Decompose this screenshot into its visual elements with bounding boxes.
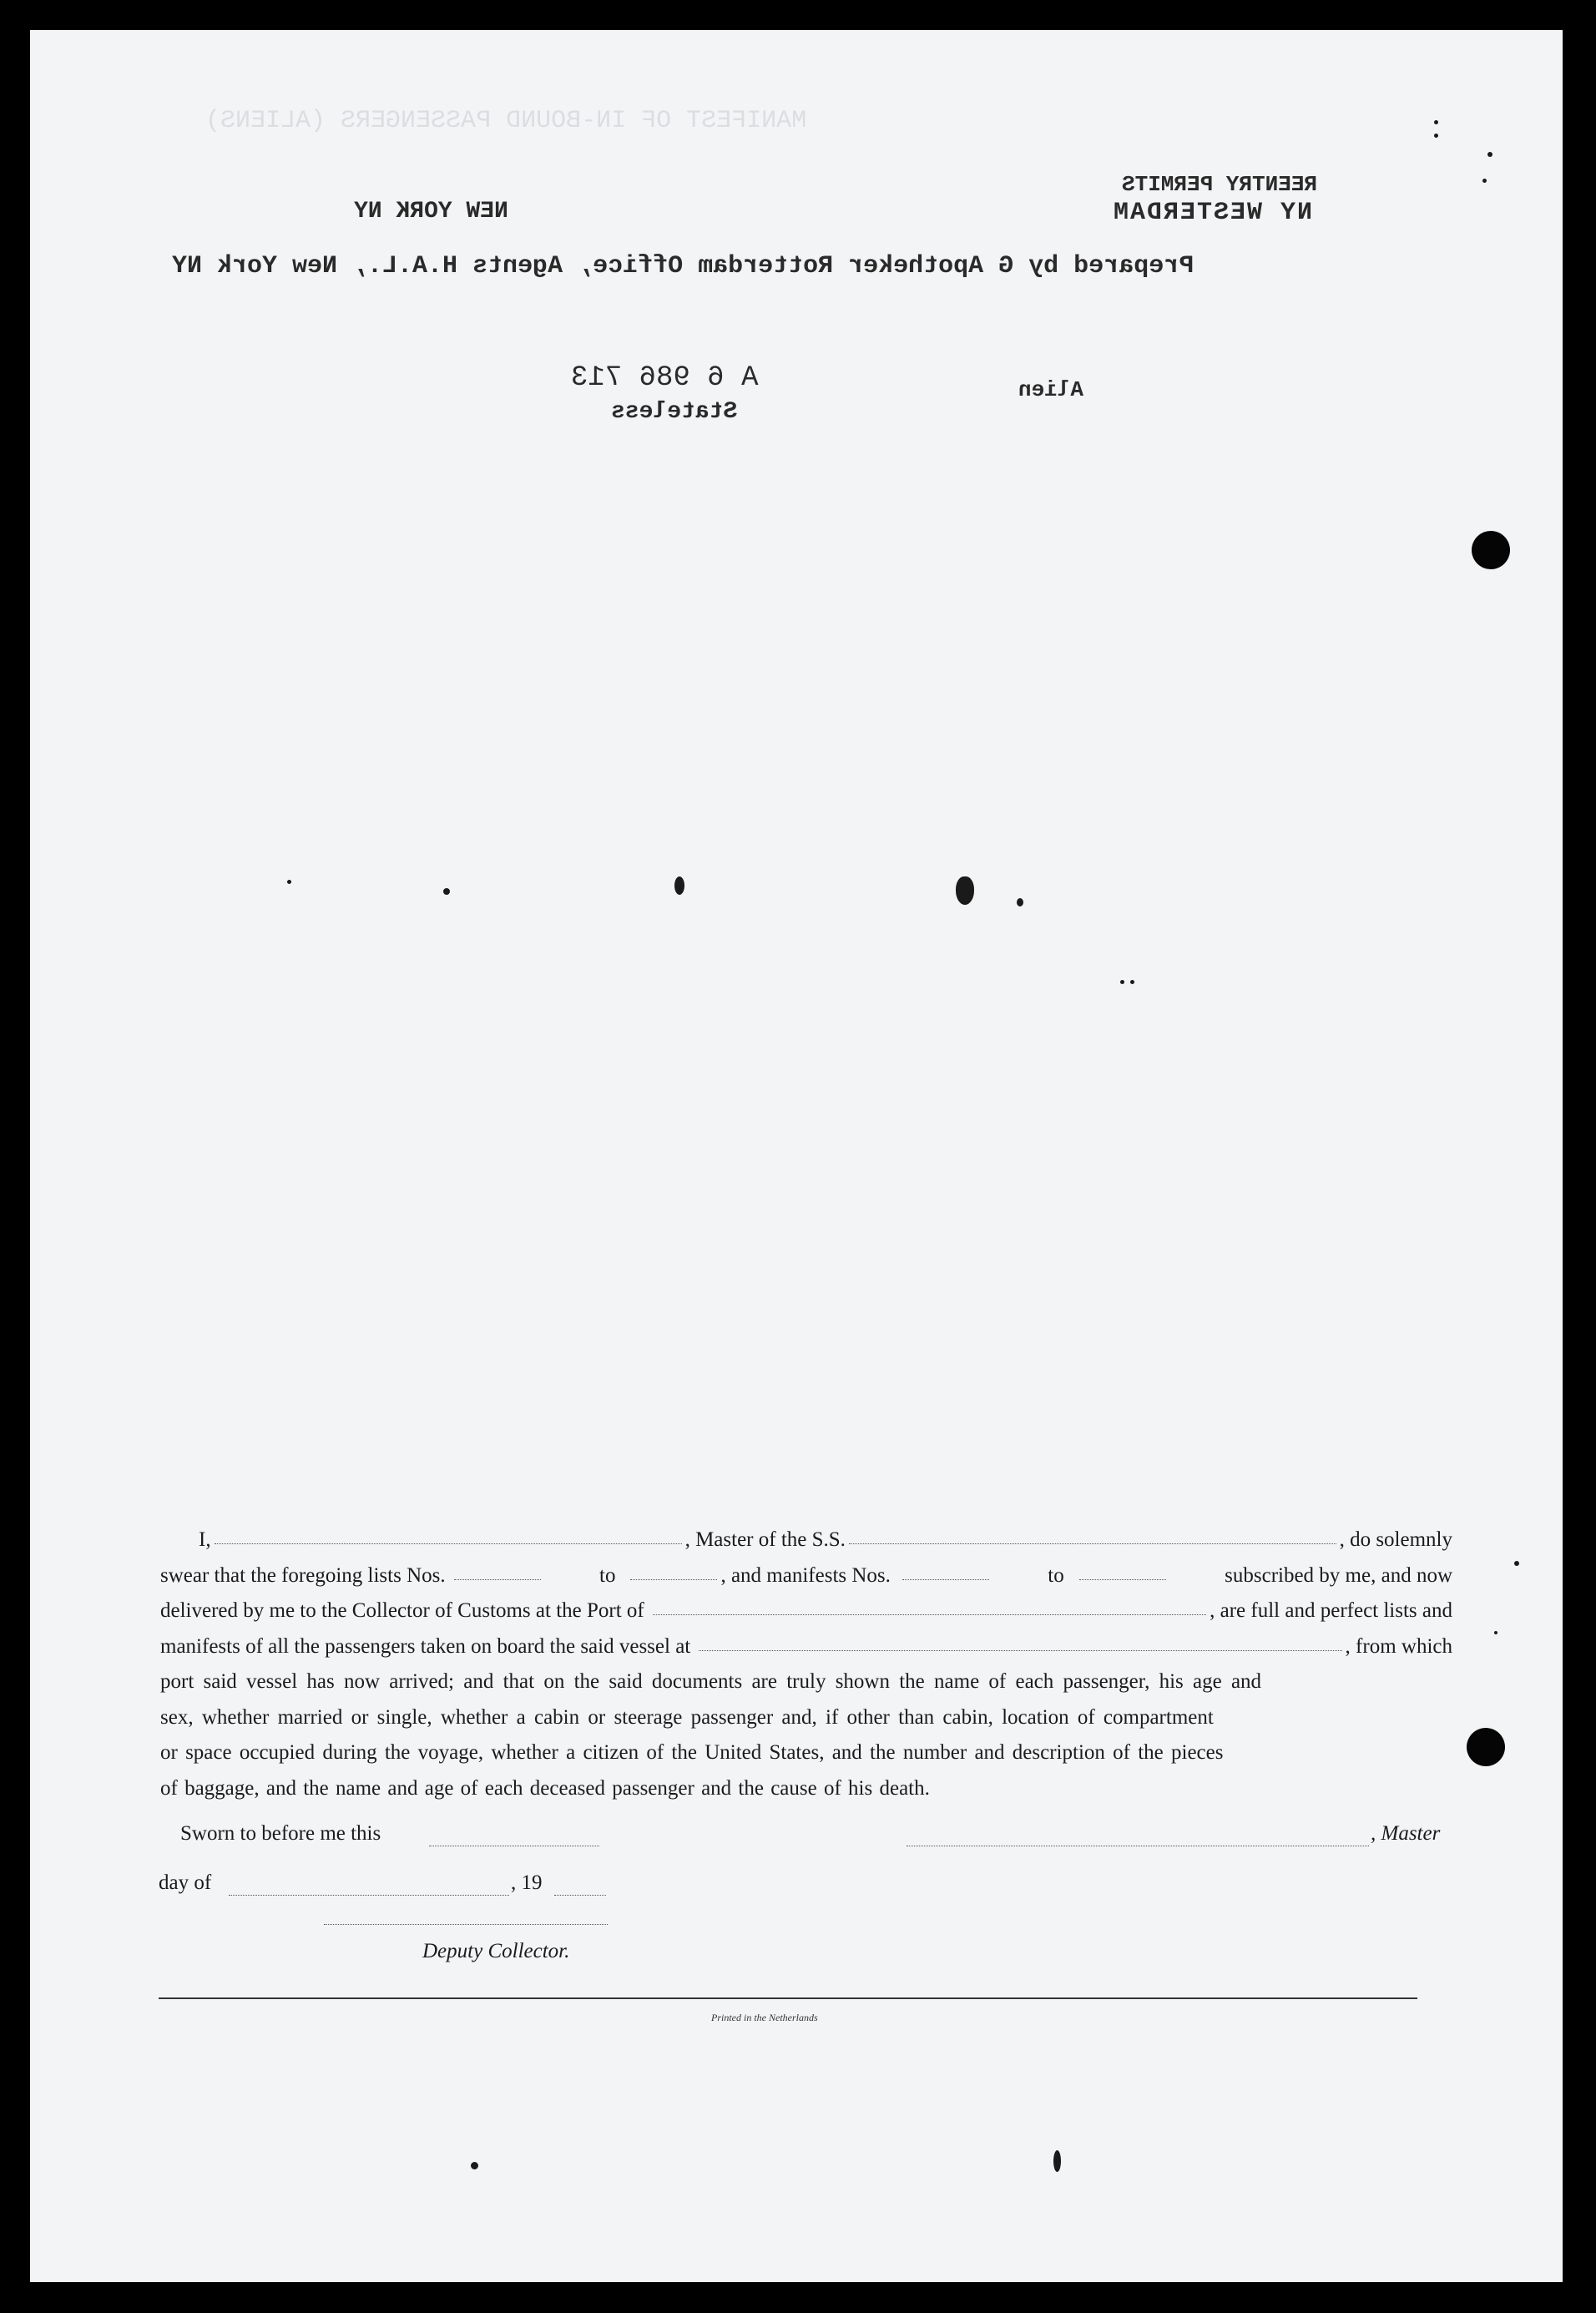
oath-line xyxy=(160,1558,1452,1594)
ink-speck xyxy=(1120,980,1124,984)
stamp-prepared-by: Prepared by G Apotheker Rotterdam Office, Agents H.A.L., New York NY xyxy=(172,252,1194,280)
oath-text: delivered by me to the Collector of Customs at the Port of xyxy=(160,1599,644,1622)
oath-text: , are full and perfect lists and xyxy=(1210,1599,1452,1622)
oath-text: or space occupied during the voyage, whether a citizen of the United States, and the number and description of the pieces xyxy=(160,1741,1224,1764)
port-field[interactable] xyxy=(653,1614,1206,1615)
stamp-port: NEW YORK NY xyxy=(354,199,508,225)
oath-text: swear that the foregoing lists Nos. xyxy=(160,1563,446,1587)
bleedthrough-text: MANIFEST OF IN-BOUND PASSENGERS (ALIENS) xyxy=(205,107,807,135)
oath-text: to xyxy=(1048,1563,1064,1587)
oath-text: of baggage, and the name and age of each deceased passenger and the cause of his death. xyxy=(160,1776,930,1800)
ink-speck xyxy=(1053,2150,1061,2172)
sworn-day-field[interactable] xyxy=(429,1845,599,1846)
footer-divider xyxy=(159,1997,1417,1999)
ink-speck xyxy=(1434,134,1438,138)
ink-speck xyxy=(443,888,450,895)
day-of-label: day of xyxy=(159,1871,212,1894)
stamp-reentry-permits: REENTRY PERMITS xyxy=(1122,172,1318,197)
master-label: , Master xyxy=(1371,1822,1441,1845)
manifest-sheet xyxy=(30,30,1563,2282)
oath-text: , Master of the S.S. xyxy=(684,1528,846,1551)
ink-speck xyxy=(1434,120,1438,124)
oath-text: subscribed by me, and now xyxy=(1225,1563,1453,1587)
master-oath xyxy=(160,1523,1452,1806)
ink-speck xyxy=(1494,1631,1498,1634)
ink-speck xyxy=(471,2162,478,2169)
oath-text: manifests of all the passengers taken on board the said vessel at xyxy=(160,1634,691,1658)
punch-hole-bottom xyxy=(1467,1728,1505,1766)
stamp-alien-label: Alien xyxy=(1018,377,1084,402)
ink-speck xyxy=(956,876,974,905)
ship-name-field[interactable] xyxy=(849,1543,1336,1544)
oath-text: , from which xyxy=(1345,1634,1452,1658)
deputy-signature-field[interactable] xyxy=(324,1923,608,1925)
ink-speck xyxy=(1482,179,1487,183)
oath-text: , do solemnly xyxy=(1339,1528,1452,1551)
oath-line xyxy=(160,1593,1452,1629)
ink-speck xyxy=(1487,152,1492,157)
master-signature-field[interactable] xyxy=(907,1845,1369,1846)
oath-line xyxy=(160,1523,1452,1558)
deputy-collector-label: Deputy Collector. xyxy=(422,1940,570,1962)
oath-line xyxy=(160,1700,1452,1736)
stamp-vessel: NY WESTERDAM xyxy=(1112,199,1313,227)
oath-line xyxy=(160,1771,1452,1807)
year-field[interactable] xyxy=(554,1894,606,1896)
stamp-status: Stateless xyxy=(611,399,738,425)
stamp-alien-number: A 6 986 713 xyxy=(571,362,759,394)
oath-text: I, xyxy=(199,1528,211,1551)
oath-line xyxy=(160,1629,1452,1665)
embark-port-field[interactable] xyxy=(699,1649,1341,1651)
oath-text: sex, whether married or single, whether a cabin or steerage passenger and, if other than cabin, location of compartment xyxy=(160,1705,1214,1729)
oath-text: port said vessel has now arrived; and that on the said documents are truly shown the name of each passenger, his age and xyxy=(160,1670,1262,1693)
manifests-to-field[interactable] xyxy=(1079,1578,1166,1580)
ink-speck xyxy=(1130,980,1134,984)
ink-speck xyxy=(1514,1561,1519,1566)
sworn-label: Sworn to before me this xyxy=(180,1822,381,1845)
oath-text: , and manifests Nos. xyxy=(720,1563,891,1587)
ink-speck xyxy=(287,880,291,884)
lists-to-field[interactable] xyxy=(630,1578,717,1580)
master-name-field[interactable] xyxy=(215,1543,682,1544)
oath-text: to xyxy=(599,1563,616,1587)
oath-line xyxy=(160,1735,1452,1771)
year-label: , 19 xyxy=(511,1871,543,1894)
punch-hole-top xyxy=(1472,531,1510,569)
oath-line xyxy=(160,1664,1452,1700)
manifests-from-field[interactable] xyxy=(902,1578,989,1580)
lists-from-field[interactable] xyxy=(454,1578,541,1580)
month-field[interactable] xyxy=(229,1894,509,1896)
ink-speck xyxy=(1017,898,1023,907)
ink-speck xyxy=(674,876,684,895)
printed-in-note: Printed in the Netherlands xyxy=(711,2012,818,2023)
